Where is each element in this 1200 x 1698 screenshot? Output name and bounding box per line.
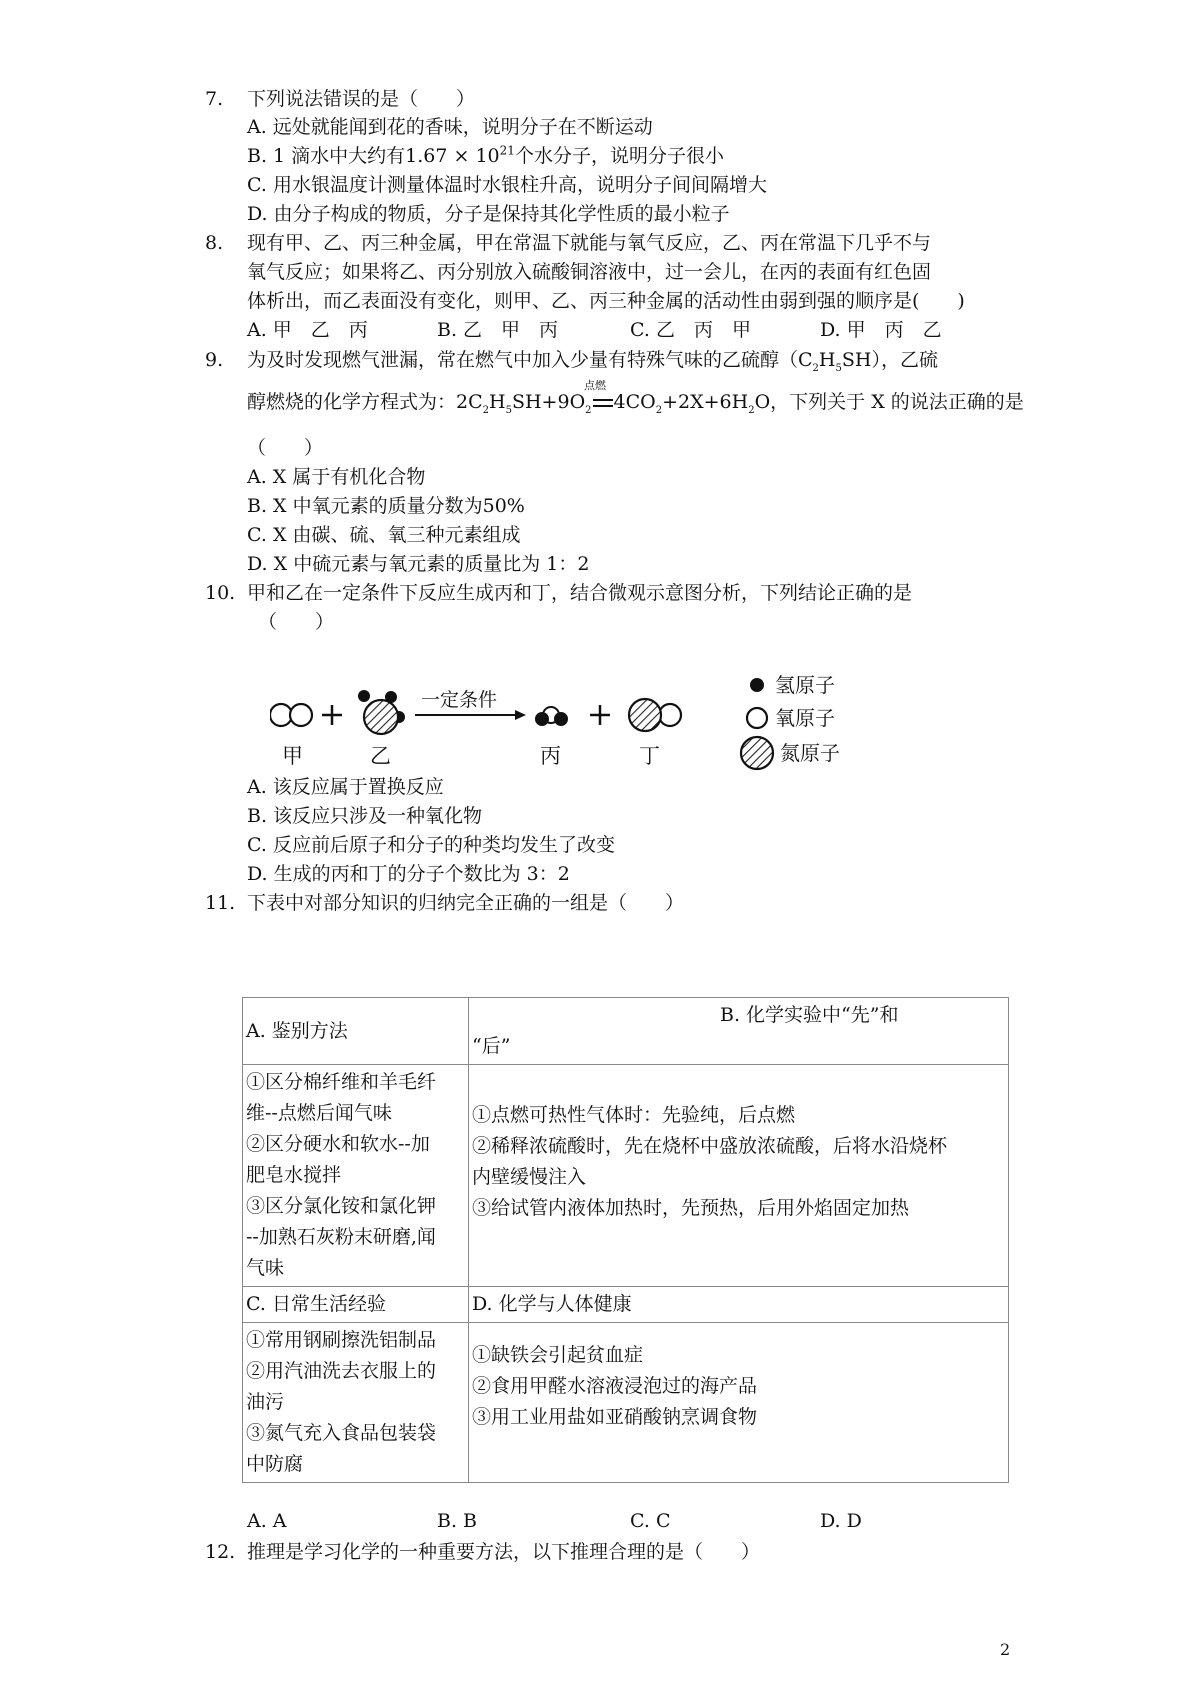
q8-option-c: C. 乙 丙 甲 bbox=[630, 319, 751, 341]
molecule-bing bbox=[535, 707, 568, 726]
q9-option-a: A. X 属于有机化合物 bbox=[247, 466, 426, 488]
q9-option-c: C. X 由碳、硫、氧三种元素组成 bbox=[247, 524, 521, 546]
cell-a-body: ①区分棉纤维和羊毛纤 维--点燃后闻气味 ②区分硬水和软水--加 肥皂水搅拌 ③区分氯化铵和氯化钾 --加熟石灰粉末研磨,闻 气味 bbox=[243, 1065, 469, 1287]
cell-a-head: A. 鉴别方法 bbox=[243, 998, 469, 1065]
label-jia: 甲 bbox=[282, 744, 303, 768]
molecule-jia bbox=[270, 704, 312, 726]
q8-option-a: A. 甲 乙 丙 bbox=[247, 319, 368, 341]
cell-c-body: ①常用钢刷擦洗铝制品 ②用汽油洗去衣服上的 油污 ③氮气充入食品包装袋 中防腐 bbox=[243, 1323, 469, 1483]
legend bbox=[741, 673, 840, 769]
q9-line-2: 醇燃烧的化学方程式为：$2C_2H_5SH+9O_2$ $4CO_2+2X+6H_2O$，下列关于 X 的说法正确的是 bbox=[247, 391, 1024, 416]
q11-option-d: D. D bbox=[820, 1510, 862, 1532]
reaction-arrow bbox=[415, 710, 526, 720]
q10-number: 10. bbox=[205, 582, 236, 604]
page-number: 2 bbox=[1000, 1640, 1011, 1659]
q11-stem: 下表中对部分知识的归纳完全正确的一组是（ ） bbox=[247, 892, 685, 914]
q7-option-a: A. 远处就能闻到花的香味，说明分子在不断运动 bbox=[247, 116, 653, 138]
label-bing: 丙 bbox=[540, 744, 561, 768]
q7-option-b: B. 1 滴水中大约有$1.67 \times 10^{21}$个水分子，说明分子很小 bbox=[247, 143, 724, 167]
q7-option-c: C. 用水银温度计测量体温时水银柱升高，说明分子间间隔增大 bbox=[247, 174, 767, 196]
q8-option-d: D. 甲 丙 乙 bbox=[820, 319, 942, 341]
cell-c-head: C. 日常生活经验 bbox=[243, 1287, 469, 1323]
q10-paren: （ ） bbox=[258, 611, 335, 633]
q7-stem: 下列说法错误的是（ ） bbox=[247, 88, 476, 110]
q8-number: 8. bbox=[205, 232, 224, 254]
table-row bbox=[243, 998, 1009, 1065]
label-yi: 乙 bbox=[370, 744, 391, 768]
cell-d-body: ①缺铁会引起贫血症 ②食用甲醛水溶液浸泡过的海产品 ③用工业用盐如亚硝酸钠烹调食物 bbox=[469, 1323, 1009, 1483]
q7-option-d: D. 由分子构成的物质，分子是保持其化学性质的最小粒子 bbox=[247, 203, 730, 225]
q11-option-a: A. A bbox=[247, 1510, 287, 1532]
q9-equals-sign bbox=[593, 399, 613, 407]
q9-option-b: B. X 中氧元素的质量分数为50% bbox=[247, 495, 525, 517]
q8-line-3: 体析出，而乙表面没有变化，则甲、乙、丙三种金属的活动性由弱到强的顺序是( ) bbox=[247, 290, 965, 312]
q10-option-a: A. 该反应属于置换反应 bbox=[247, 776, 444, 798]
table-row bbox=[243, 1287, 1009, 1323]
q9-option-d: D. X 中硫元素与氧元素的质量比为 1：2 bbox=[247, 553, 590, 575]
q9-condition-label: 点燃 bbox=[584, 379, 606, 392]
plus-sign-1 bbox=[322, 705, 342, 725]
q7-number: 7. bbox=[205, 88, 224, 110]
legend-nitrogen: 氮原子 bbox=[780, 741, 840, 765]
q11-option-b: B. B bbox=[437, 1510, 478, 1532]
reaction-condition: 一定条件 bbox=[421, 689, 498, 711]
cell-d-head: D. 化学与人体健康 bbox=[469, 1287, 1009, 1323]
q11-option-c: C. C bbox=[630, 1510, 671, 1532]
q9-line-1: 为及时发现燃气泄漏，常在燃气中加入少量有特殊气味的乙硫醇$(C_2H_5SH)$，乙硫 bbox=[247, 349, 938, 374]
plus-sign-2 bbox=[590, 705, 610, 725]
cell-b-head: B. 化学实验中“先”和 “后” bbox=[469, 998, 1009, 1065]
table-row bbox=[243, 1065, 1009, 1287]
q11-number: 11. bbox=[205, 892, 236, 914]
q8-option-b: B. 乙 甲 丙 bbox=[437, 319, 559, 341]
knowledge-table bbox=[242, 997, 1009, 1483]
q9-number: 9. bbox=[205, 349, 224, 371]
q10-stem: 甲和乙在一定条件下反应生成丙和丁，结合微观示意图分析，下列结论正确的是 bbox=[247, 582, 913, 604]
reaction-diagram bbox=[270, 660, 950, 780]
q12-stem: 推理是学习化学的一种重要方法，以下推理合理的是（ ） bbox=[247, 1541, 761, 1563]
q10-option-c: C. 反应前后原子和分子的种类均发生了改变 bbox=[247, 834, 615, 856]
molecule-yi bbox=[358, 690, 405, 734]
q10-option-d: D. 生成的丙和丁的分子个数比为 3：2 bbox=[247, 863, 570, 885]
q9-paren: （ ） bbox=[247, 437, 324, 459]
cell-b-body: ①点燃可热性气体时：先验纯，后点燃 ②稀释浓硫酸时，先在烧杯中盛放浓硫酸，后将水沿烧杯 内壁缓慢注入 ③给试管内液体加热时，先预热，后用外焰固定加热 bbox=[469, 1065, 1009, 1287]
q10-option-b: B. 该反应只涉及一种氧化物 bbox=[247, 805, 483, 827]
table-row bbox=[243, 1323, 1009, 1483]
legend-oxygen: 氧原子 bbox=[775, 706, 835, 730]
q8-line-1: 现有甲、乙、丙三种金属，甲在常温下就能与氧气反应，乙、丙在常温下几乎不与 bbox=[247, 232, 932, 254]
q12-number: 12. bbox=[205, 1541, 236, 1563]
legend-hydrogen: 氢原子 bbox=[775, 673, 835, 697]
label-ding: 丁 bbox=[639, 744, 660, 768]
molecule-ding bbox=[629, 699, 681, 731]
q8-line-2: 氧气反应；如果将乙、丙分别放入硫酸铜溶液中，过一会儿，在丙的表面有红色固 bbox=[247, 261, 932, 283]
